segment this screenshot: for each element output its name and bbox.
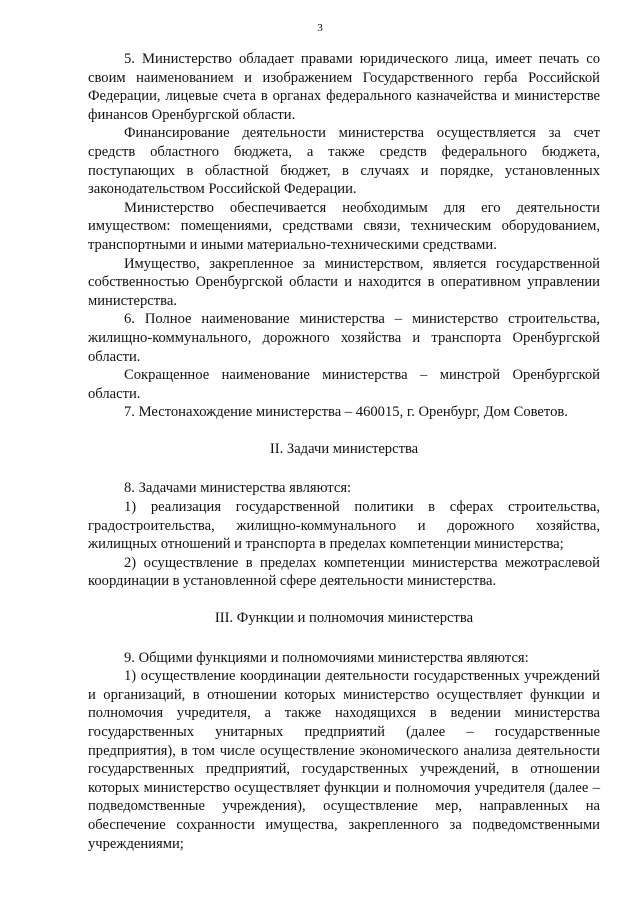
paragraph-financing: Финансирование деятельности министерства осуществляется за счет средств областного бюджета, а также средств федерального бюджета, поступающих в областной бюджет, в случаях и порядке, установленных законодательством Российской Федерации. — [88, 125, 600, 198]
document-body — [88, 50, 600, 853]
paragraph-short-name: Сокращенное наименование министерства – минстрой Оренбургской области. — [88, 367, 600, 402]
paragraph-property-provision: Министерство обеспечивается необходимым для его деятельности имуществом: помещениями, средствами связи, техническим оборудованием, транспортными и иными материально-техническими средствами. — [88, 199, 600, 253]
paragraph-9-intro: 9. Общими функциями и полномочиями министерства являются: — [124, 649, 529, 666]
paragraph-8-item-2: 2) осуществление в пределах компетенции министерства межотраслевой координации в установленной сфере деятельности министерства. — [88, 554, 600, 590]
paragraph-9-item-1: 1) осуществление координации деятельности государственных учреждений и организаций, в отношении которых министерство осуществляет функции и полномочия учредителя, а также находящихся в ведении министерства государственных унитарных предприятий (далее – государственные предприятия), в том числе осуществление экономического анализа деятельности государственных предприятий, государственных учреждений, в отношении которых министерство осуществляет функции и полномочия учредителя (далее – подведомственные учреждения), осуществление мер, направленных на обеспечение сохранности имущества, закрепленного за подведомственными учреждениями; — [88, 668, 600, 852]
paragraph-7-location: 7. Местонахождение министерства – 460015, г. Оренбург, Дом Советов. — [124, 404, 568, 421]
paragraph-8-intro: 8. Задачами министерства являются: — [124, 480, 352, 497]
paragraph-5: 5. Министерство обладает правами юридического лица, имеет печать со своим наименованием и изображением Государственного герба Российской Федерации, лицевые счета в органах федерального казначейства и министерстве финансов Оренбургской области. — [88, 51, 600, 123]
page-number: 3 — [317, 22, 323, 34]
section-2-heading: II. Задачи министерства — [269, 440, 419, 457]
section-3-heading: III. Функции и полномочия министерства — [214, 610, 474, 627]
paragraph-property-ownership: Имущество, закрепленное за министерством, является государственной собственностью Оренбургской области и находится в оперативном управлении министерства. — [88, 255, 600, 309]
paragraph-8-item-1: 1) реализация государственной политики в сферах строительства, градостроительства, жилищно-коммунального и дорожного хозяйства, жилищных отношений и транспорта в пределах компетенции министерства; — [88, 499, 600, 553]
paragraph-6-full-name: 6. Полное наименование министерства – министерство строительства, жилищно-коммунального, дорожного хозяйства и транспорта Оренбургской области. — [88, 311, 600, 365]
